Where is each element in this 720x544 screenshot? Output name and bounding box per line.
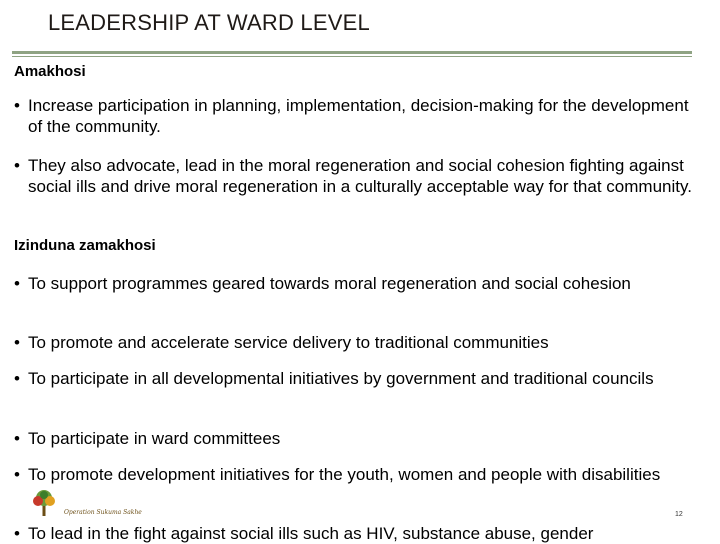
bullet-item: • To participate in ward committees <box>14 429 281 448</box>
section-heading-amakhosi: Amakhosi <box>14 63 86 80</box>
bullet-item: • To support programmes geared towards moral regeneration and social cohesion <box>14 274 631 293</box>
section-heading-izinduna: Izinduna zamakhosi <box>14 237 156 254</box>
title-divider <box>12 51 692 54</box>
page-title: LEADERSHIP AT WARD LEVEL <box>48 10 370 35</box>
bullet-icon: • <box>14 96 20 115</box>
bullet-item: • To participate in all developmental initiatives by government and traditional councils <box>14 369 654 388</box>
bullet-icon: • <box>14 333 20 352</box>
bullet-icon: • <box>14 429 20 448</box>
bullet-item: • To promote development initiatives for the youth, women and people with disabilities <box>14 465 661 484</box>
title-divider-thin <box>12 56 692 57</box>
bullet-item: • To lead in the fight against social ills such as HIV, substance abuse, gender <box>14 524 594 543</box>
bullet-icon: • <box>14 524 20 543</box>
bullet-icon: • <box>14 369 20 388</box>
tree-logo-icon <box>30 488 58 518</box>
bullet-icon: • <box>14 465 20 484</box>
bullet-item: • To promote and accelerate service delivery to traditional communities <box>14 333 549 352</box>
bullet-item: • They also advocate, lead in the moral regeneration and social cohesion fighting against social ills and drive moral regeneration in a culturally acceptable way for that community. <box>14 156 692 196</box>
page-number: 12 <box>675 511 683 518</box>
footer-text: Operation Sukuma Sakhe <box>64 509 142 516</box>
bullet-icon: • <box>14 156 20 175</box>
bullet-item: • Increase participation in planning, implementation, decision-making for the development of the community. <box>14 96 689 136</box>
bullet-icon: • <box>14 274 20 293</box>
